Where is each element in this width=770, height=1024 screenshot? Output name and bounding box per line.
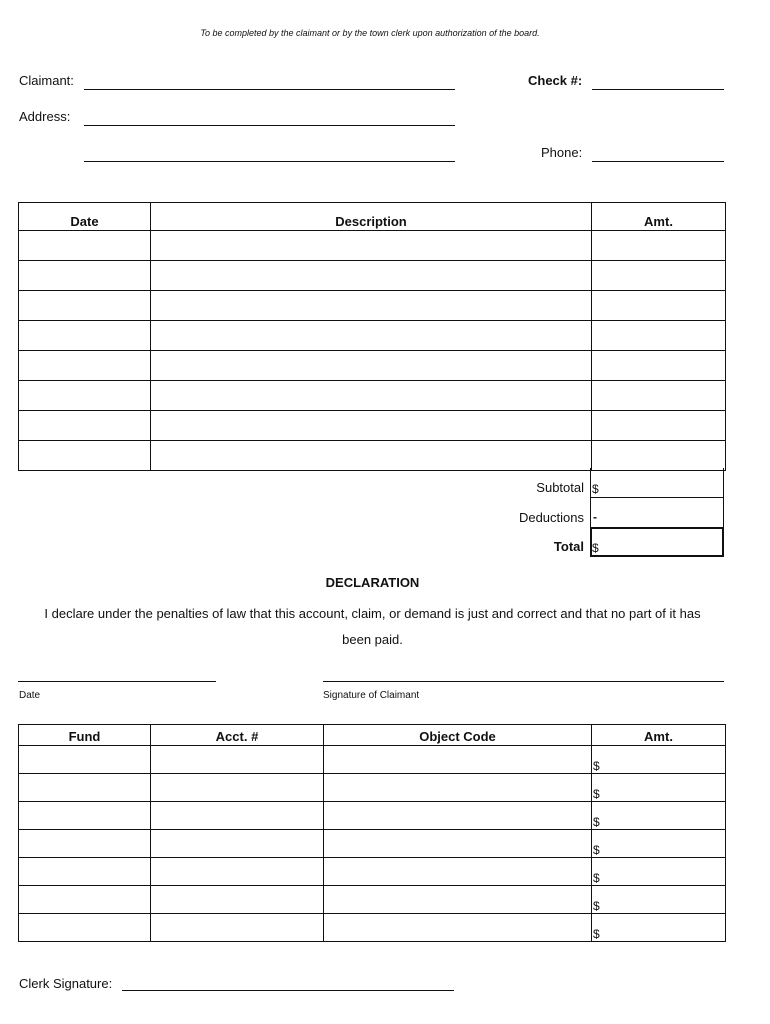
object-code-column-header: Object Code bbox=[324, 725, 592, 746]
account-cell[interactable] bbox=[151, 774, 324, 802]
declaration-text: I declare under the penalties of law that this account, claim, or demand is just and correct and that no part of it has been paid. bbox=[44, 606, 701, 647]
table-row bbox=[19, 886, 726, 914]
date-cell[interactable] bbox=[19, 441, 151, 471]
amount-cell[interactable] bbox=[592, 441, 726, 471]
fund-cell[interactable] bbox=[19, 858, 151, 886]
fund-cell[interactable] bbox=[19, 746, 151, 774]
description-cell[interactable] bbox=[151, 441, 592, 471]
table-row bbox=[19, 914, 726, 942]
clerk-signature-field[interactable] bbox=[122, 990, 454, 991]
account-cell[interactable] bbox=[151, 858, 324, 886]
check-number-label: Check #: bbox=[528, 73, 583, 88]
claimant-label: Claimant: bbox=[19, 73, 74, 88]
amount-cell[interactable] bbox=[592, 381, 726, 411]
account-cell[interactable] bbox=[151, 886, 324, 914]
check-number-field[interactable] bbox=[592, 89, 724, 90]
currency-symbol: $ bbox=[593, 787, 600, 801]
fund-amount-cell[interactable] bbox=[592, 774, 726, 802]
currency-symbol: $ bbox=[593, 871, 600, 885]
date-cell[interactable] bbox=[19, 261, 151, 291]
date-cell[interactable] bbox=[19, 321, 151, 351]
table-row bbox=[19, 231, 726, 261]
table-row bbox=[19, 291, 726, 321]
object-code-cell[interactable] bbox=[324, 914, 592, 942]
fund-amount-cell[interactable] bbox=[592, 746, 726, 774]
description-cell[interactable] bbox=[151, 231, 592, 261]
fund-cell[interactable] bbox=[19, 802, 151, 830]
description-cell[interactable] bbox=[151, 261, 592, 291]
total-currency: $ bbox=[592, 541, 599, 555]
deductions-label: Deductions bbox=[518, 510, 584, 525]
account-cell[interactable] bbox=[151, 802, 324, 830]
fund-amount-cell[interactable] bbox=[592, 886, 726, 914]
subtotal-currency: $ bbox=[592, 482, 599, 496]
deductions-field[interactable] bbox=[590, 498, 724, 528]
declaration-date-field[interactable] bbox=[18, 681, 216, 682]
date-cell[interactable] bbox=[19, 411, 151, 441]
currency-symbol: $ bbox=[593, 759, 600, 773]
description-column-header: Description bbox=[151, 203, 592, 231]
address-field-line-2[interactable] bbox=[84, 161, 455, 162]
account-cell[interactable] bbox=[151, 914, 324, 942]
date-cell[interactable] bbox=[19, 291, 151, 321]
clerk-signature-label: Clerk Signature: bbox=[19, 976, 113, 991]
fund-amount-cell[interactable] bbox=[592, 858, 726, 886]
date-column-header: Date bbox=[19, 203, 151, 231]
table-row bbox=[19, 411, 726, 441]
object-code-cell[interactable] bbox=[324, 830, 592, 858]
fund-cell[interactable] bbox=[19, 914, 151, 942]
description-cell[interactable] bbox=[151, 321, 592, 351]
fund-cell[interactable] bbox=[19, 886, 151, 914]
date-cell[interactable] bbox=[19, 231, 151, 261]
fund-amount-column-header: Amt. bbox=[592, 725, 726, 746]
fund-header-row bbox=[19, 725, 726, 746]
date-cell[interactable] bbox=[19, 351, 151, 381]
fund-amount-cell[interactable] bbox=[592, 914, 726, 942]
object-code-cell[interactable] bbox=[324, 774, 592, 802]
amount-column-header: Amt. bbox=[592, 203, 726, 231]
total-field[interactable] bbox=[590, 527, 724, 557]
table-row bbox=[19, 746, 726, 774]
account-column-header: Acct. # bbox=[151, 725, 324, 746]
amount-cell[interactable] bbox=[592, 231, 726, 261]
description-cell[interactable] bbox=[151, 411, 592, 441]
address-label: Address: bbox=[19, 109, 71, 124]
table-row bbox=[19, 321, 726, 351]
currency-symbol: $ bbox=[593, 843, 600, 857]
declaration-title: DECLARATION bbox=[325, 575, 420, 590]
date-cell[interactable] bbox=[19, 381, 151, 411]
items-header-row bbox=[19, 203, 726, 231]
subtotal-field[interactable] bbox=[590, 468, 724, 498]
table-row bbox=[19, 774, 726, 802]
fund-amount-cell[interactable] bbox=[592, 830, 726, 858]
amount-cell[interactable] bbox=[592, 411, 726, 441]
claimant-field[interactable] bbox=[84, 89, 455, 90]
subtotal-label: Subtotal bbox=[536, 480, 584, 495]
table-row bbox=[19, 381, 726, 411]
table-row bbox=[19, 441, 726, 471]
claimant-signature-field[interactable] bbox=[323, 681, 724, 682]
account-cell[interactable] bbox=[151, 830, 324, 858]
description-cell[interactable] bbox=[151, 291, 592, 321]
table-row bbox=[19, 802, 726, 830]
object-code-cell[interactable] bbox=[324, 802, 592, 830]
account-cell[interactable] bbox=[151, 746, 324, 774]
table-row bbox=[19, 351, 726, 381]
object-code-cell[interactable] bbox=[324, 746, 592, 774]
description-cell[interactable] bbox=[151, 381, 592, 411]
amount-cell[interactable] bbox=[592, 321, 726, 351]
currency-symbol: $ bbox=[593, 927, 600, 941]
deductions-sign: - bbox=[593, 510, 597, 524]
object-code-cell[interactable] bbox=[324, 858, 592, 886]
form-instruction: To be completed by the claimant or by the town clerk upon authorization of the board. bbox=[200, 28, 540, 38]
table-row bbox=[19, 830, 726, 858]
table-row bbox=[19, 261, 726, 291]
phone-label: Phone: bbox=[541, 145, 583, 160]
address-field-line-1[interactable] bbox=[84, 125, 455, 126]
declaration-date-label: Date bbox=[19, 690, 41, 701]
total-label: Total bbox=[553, 539, 584, 554]
fund-column-header: Fund bbox=[19, 725, 151, 746]
currency-symbol: $ bbox=[593, 815, 600, 829]
fund-table bbox=[18, 724, 726, 942]
fund-amount-cell[interactable] bbox=[592, 802, 726, 830]
fund-cell[interactable] bbox=[19, 830, 151, 858]
amount-cell[interactable] bbox=[592, 351, 726, 381]
description-cell[interactable] bbox=[151, 351, 592, 381]
claimant-signature-label: Signature of Claimant bbox=[323, 690, 420, 701]
items-table bbox=[18, 202, 726, 471]
table-row bbox=[19, 858, 726, 886]
phone-field[interactable] bbox=[592, 161, 724, 162]
fund-cell[interactable] bbox=[19, 774, 151, 802]
amount-cell[interactable] bbox=[592, 291, 726, 321]
object-code-cell[interactable] bbox=[324, 886, 592, 914]
currency-symbol: $ bbox=[593, 899, 600, 913]
amount-cell[interactable] bbox=[592, 261, 726, 291]
